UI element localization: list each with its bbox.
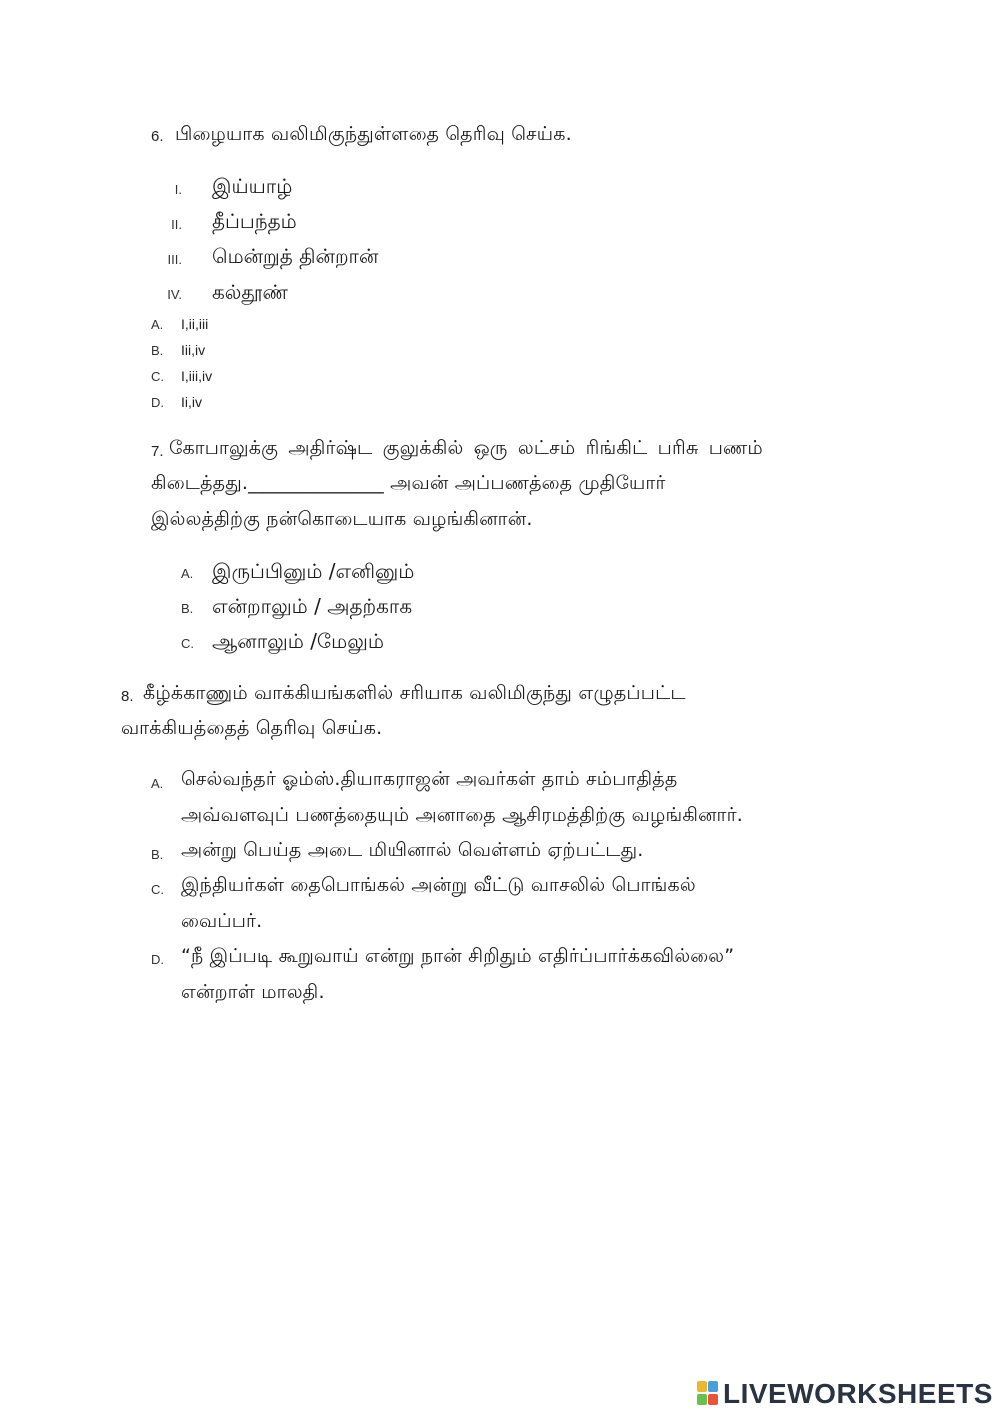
q8-option-text: செல்வந்தர் ஓம்ஸ்.தியாகராஜன் அவர்கள் தாம் சம்பாதித்த: [181, 768, 678, 790]
q8-option-marker: D.: [151, 952, 164, 967]
q7-option-marker: B.: [181, 601, 194, 616]
q6-item-text: இய்யாழ்: [212, 174, 293, 198]
q8-number: 8.: [121, 688, 134, 705]
q6-option-text: Ii,iv: [181, 394, 202, 410]
q6-option-text: I,iii,iv: [181, 368, 213, 384]
liveworksheets-logo-icon: [697, 1381, 719, 1407]
q8-option-marker: C.: [151, 882, 164, 897]
q6-item-marker: II.: [171, 217, 182, 232]
q8-option-marker: A.: [151, 776, 164, 791]
q8-option-text: அவ்வளவுப் பணத்தையும் அனாதை ஆசிரமத்திற்கு வழங்கினார்.: [181, 804, 744, 826]
q7-question-line: கோபாலுக்கு அதிர்ஷ்ட குலுக்கில் ஒரு லட்சம் ரிங்கிட் பரிசு பணம்: [169, 437, 763, 459]
q6-item-text: மென்றுத் தின்றான்: [212, 244, 379, 268]
q8-option-text: இந்தியர்கள் தைபொங்கல் அன்று வீட்டு வாசலில் பொங்கல்: [181, 874, 696, 896]
q7-option-text: என்றாலும் / அதற்காக: [212, 594, 413, 618]
q7-option-marker: A.: [181, 566, 194, 581]
q6-option-marker: B.: [151, 343, 164, 358]
q8-question-line: வாக்கியத்தைத் தெரிவு செய்க.: [121, 717, 383, 739]
q6-item-marker: III.: [167, 252, 182, 267]
q8-question-line: கீழ்க்காணும் வாக்கியங்களில் சரியாக வலிமிகுந்து எழுதப்பட்ட: [143, 682, 686, 704]
q6-option-text: I,ii,iii: [181, 316, 209, 332]
q7-number: 7.: [151, 443, 164, 460]
q6-option-marker: C.: [151, 369, 164, 384]
q6-item-text: தீப்பந்தம்: [212, 209, 297, 233]
q8-option-marker: B.: [151, 847, 164, 862]
q7-question-line: இல்லத்திற்கு நன்கொடையாக வழங்கினான்.: [151, 508, 533, 530]
q8-option-text: அன்று பெய்த அடை மியினால் வெள்ளம் ஏற்பட்டது.: [181, 839, 644, 861]
q8-option-text: வைப்பர்.: [181, 910, 263, 932]
q7-question-line: கிடைத்தது.______________ அவன் அப்பணத்தை முதியோர்: [151, 472, 666, 494]
q6-option-text: Iii,iv: [181, 342, 206, 358]
q7-option-marker: C.: [181, 636, 194, 651]
q6-item-text: கல்தூண்: [212, 280, 288, 304]
liveworksheets-logo: [697, 1378, 993, 1410]
q7-option-text: இருப்பினும் /எனினும்: [212, 559, 415, 583]
liveworksheets-logo-text: LIVEWORKSHEETS: [723, 1378, 993, 1409]
q6-question: பிழையாக வலிமிகுந்துள்ளதை தெரிவு செய்க.: [175, 123, 572, 145]
q6-item-marker: IV.: [167, 287, 182, 302]
q6-option-marker: D.: [151, 395, 164, 410]
q8-option-text: “நீ இப்படி கூறுவாய் என்று நான் சிறிதும் எதிர்ப்பார்க்கவில்லை”: [181, 945, 735, 967]
q6-option-marker: A.: [151, 317, 164, 332]
q6-number: 6.: [151, 128, 164, 145]
q8-option-text: என்றாள் மாலதி.: [181, 981, 325, 1003]
q7-option-text: ஆனாலும் /மேலும்: [212, 629, 384, 653]
q6-item-marker: I.: [174, 182, 182, 197]
